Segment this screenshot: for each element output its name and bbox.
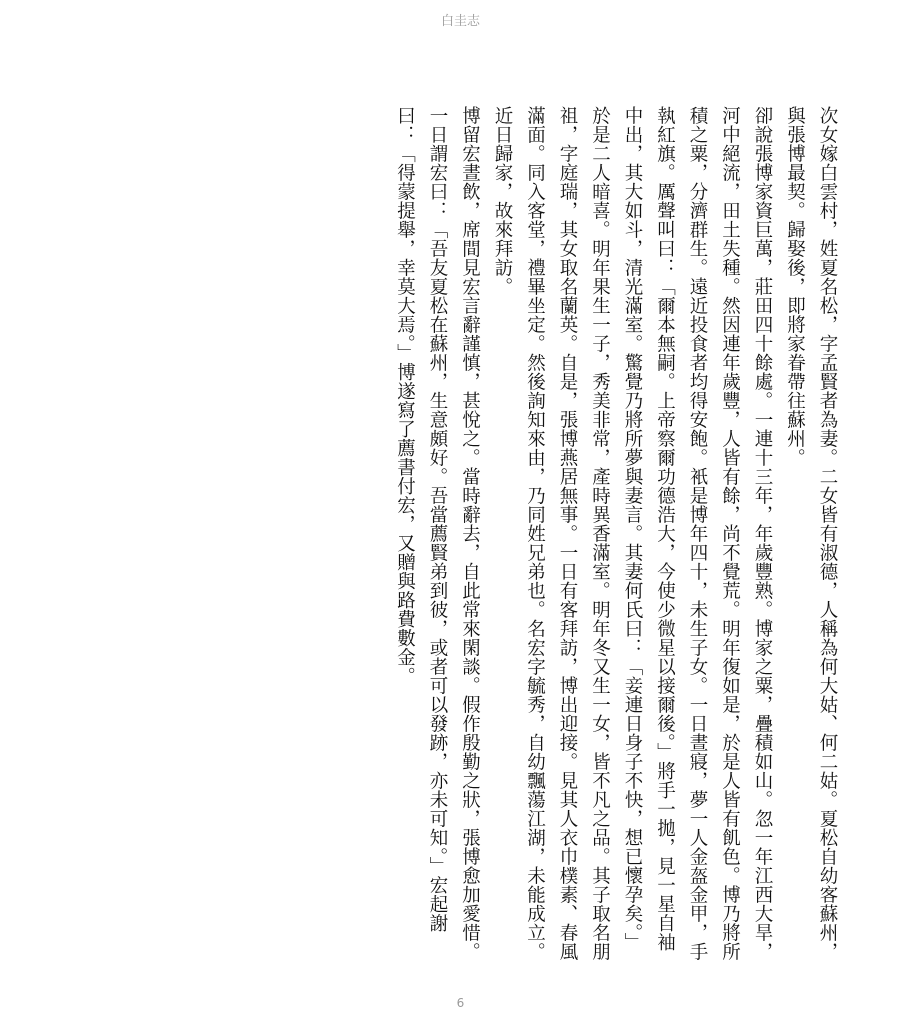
paragraph: 卻說張博家資巨萬，莊田四十餘處。一連十三年，年歲豐熟。博家之粟，疊積如山。忽一年江西大旱，河中絕流，田土失種。然因連年歲豐，人皆有餘，尚不覺荒。明年復如是，於是人皆有飢色。博乃將所積之粟，分濟群生。遠近投食者均得安飽。衹是博年四十，未生子女。一日晝寢，夢一人金盔金甲，手執紅旗。厲聲叫曰：「爾本無嗣。上帝察爾功德浩大，今使少微星以接爾後。」將手一拋，見一星自袖中出，其大如斗，清光滿室。驚覺乃將所夢與妻言。其妻何氏曰：「妾連日身子不快，想已懷孕矣。」於是二人暗喜。明年果生一子，秀美非常，產時異香滿室。明年冬又生一女，皆不凡之品。其子取名朋祖，字庭瑞，其女取名蘭英。自是，張博燕居無事。一日有客拜訪，博出迎接。見其人衣巾樸素、春風滿面。同入客堂，禮畢坐定。然後詢知來由，乃同姓兄弟也。名宏字毓秀，自幼飄蕩江湖，未能成立。近日歸家，故來拜訪。 [492,106,773,961]
page-header-title: 白圭志 [440,14,480,29]
paragraph: 博留宏晝飲，席間見宏言辭謹慎，甚悅之。當時辭去，自此常來閑談。假作殷勤之狀，張博愈加愛惜。 [459,106,481,961]
paragraph: 次女嫁白雲村，姓夏名松，字孟賢者為妻。二女皆有淑德，人稱為何大姑、何二姑。夏松自幼客蘇州，與張博最契。歸娶後，即將家眷帶往蘇州。 [784,106,838,961]
body-text [63,106,843,966]
page-number: 6 [456,996,465,1010]
paragraph: 一日謂宏曰：「吾友夏松在蘇州，生意頗好。吾當薦賢弟到彼，或者可以發跡，亦未可知。」宏起謝曰：「得蒙提舉，幸莫大焉。」博遂寫了薦書付宏，又贈與路費數金。 [394,106,448,933]
